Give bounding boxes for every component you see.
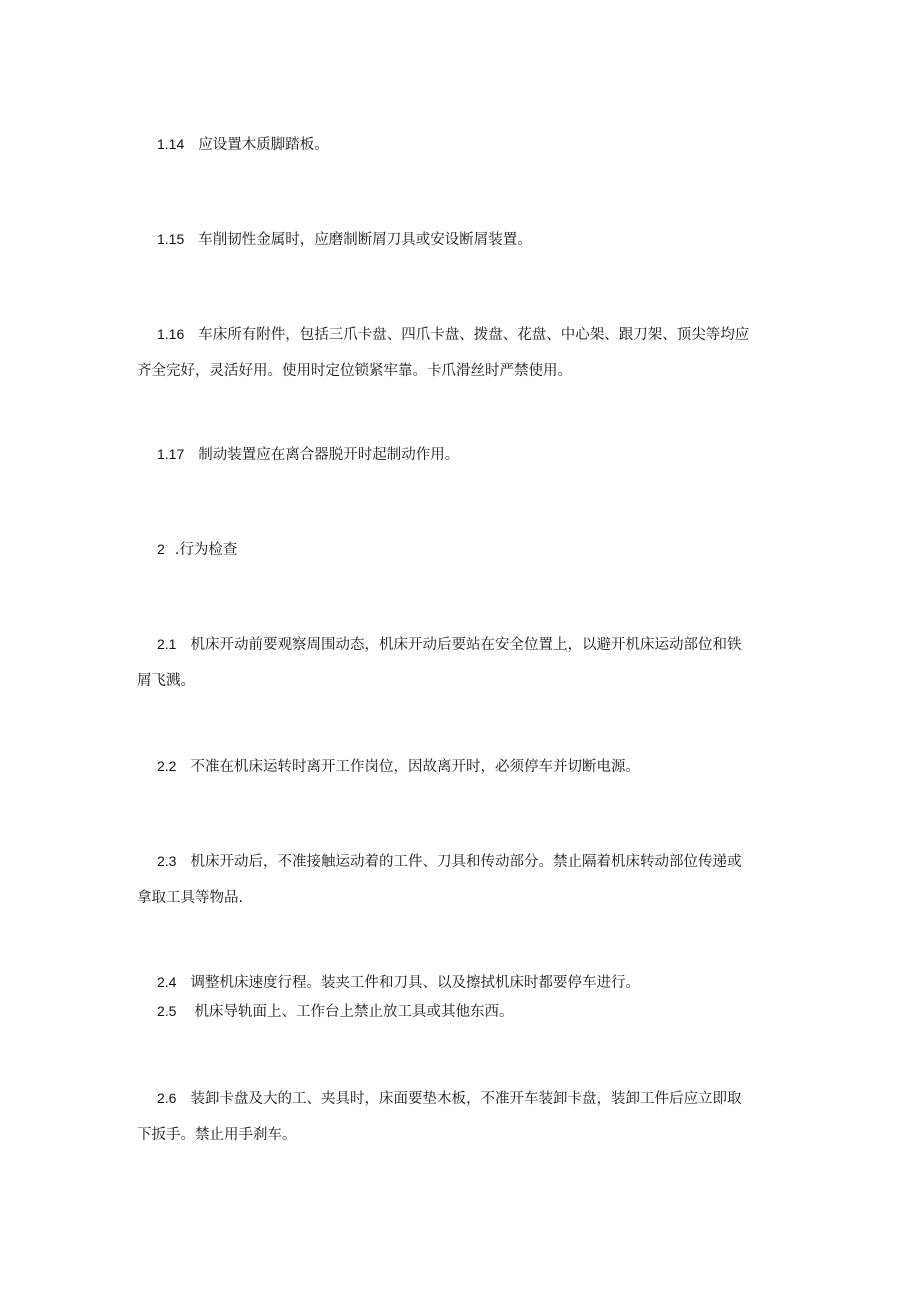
item-number: 1.17 [157, 446, 185, 462]
item-text: 机床开动后，不准接触运动着的工件、刀具和传动部分。禁止隔着机床转动部位传递或 [190, 854, 742, 870]
item-text: 装卸卡盘及大的工、夹具时，床面要垫木板，不准开车装卸卡盘，装卸工件后应立即取 [190, 1091, 742, 1107]
item-text-continued: 齐全完好，灵活好用。使用时定位锁紧牢靠。卡爪滑丝时严禁使用。 [137, 363, 572, 379]
item-number: 2.6 [157, 1090, 177, 1106]
item-number: 1.14 [157, 136, 185, 152]
item-text: 机床开动前要观察周围动态，机床开动后要站在安全位置上，以避开机床运动部位和铁 [190, 637, 742, 653]
section-heading-2 [137, 531, 787, 568]
section-number: 2 [157, 541, 165, 557]
item-text: 应设置木质脚踏板。 [198, 137, 329, 153]
item-2-6 [137, 1080, 787, 1153]
item-text-continued: 下扳手。禁止用手刹车。 [137, 1127, 297, 1143]
item-1-16 [137, 316, 787, 389]
item-text-continued: 屑飞溅。 [137, 673, 195, 689]
item-text: 车削韧性金属时，应磨制断屑刀具或安设断屑装置。 [198, 232, 532, 248]
item-number: 2.2 [157, 758, 177, 774]
item-number: 1.15 [157, 231, 185, 247]
item-number: 2.1 [157, 636, 177, 652]
item-1-17 [137, 436, 787, 473]
item-number: 1.16 [157, 326, 185, 342]
items-2-4-2-5 [137, 968, 787, 1026]
item-2-1 [137, 626, 787, 699]
item-text: 机床导轨面上、工作台上禁止放工具或其他东西。 [194, 1004, 514, 1020]
item-number: 2.5 [157, 1003, 177, 1019]
item-1-15 [137, 221, 787, 258]
item-text: 不准在机床运转时离开工作岗位，因故离开时，必须停车并切断电源。 [190, 759, 640, 775]
section-title: .行为检查 [174, 542, 238, 558]
item-1-14 [137, 126, 787, 163]
item-text-continued: 拿取工具等物品. [137, 890, 244, 906]
item-text: 制动装置应在离合器脱开时起制动作用。 [198, 447, 460, 463]
item-2-3 [137, 843, 787, 916]
item-text: 车床所有附件，包括三爪卡盘、四爪卡盘、拨盘、花盘、中心架、跟刀架、顶尖等均应 [198, 327, 750, 343]
item-number: 2.4 [157, 974, 177, 990]
item-2-2 [137, 748, 787, 785]
item-number: 2.3 [157, 853, 177, 869]
item-text: 调整机床速度行程。装夹工件和刀具、以及擦拭机床时都要停车进行。 [190, 975, 640, 991]
